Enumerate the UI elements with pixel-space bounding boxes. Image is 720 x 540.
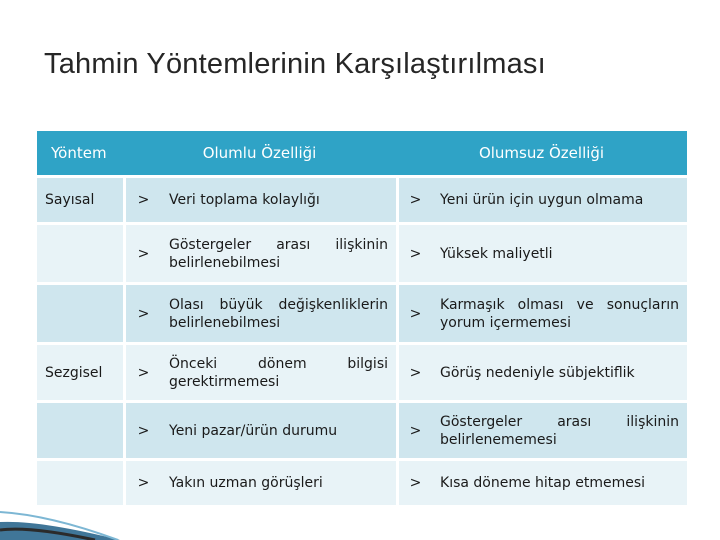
positive-cell: Olası büyük değişkenliklerin belirlenebilmesi bbox=[161, 285, 396, 342]
table-row bbox=[37, 345, 687, 400]
positive-cell: Yeni pazar/ürün durumu bbox=[161, 403, 396, 458]
table-row bbox=[37, 225, 687, 282]
negative-cell: Yeni ürün için uygun olmama bbox=[432, 178, 687, 222]
header-negative: Olumsuz Özelliği bbox=[396, 131, 687, 175]
table-row bbox=[37, 403, 687, 458]
positive-cell: Veri toplama kolaylığı bbox=[161, 178, 396, 222]
table-row bbox=[37, 461, 687, 505]
header-positive: Olumlu Özelliği bbox=[123, 131, 396, 175]
page-title: Tahmin Yöntemlerinin Karşılaştırılması bbox=[44, 48, 546, 80]
negative-cell: Görüş nedeniyle sübjektiflik bbox=[432, 345, 687, 400]
negative-cell: Yüksek maliyetli bbox=[432, 225, 687, 282]
positive-cell: Önceki dönem bilgisi gerektirmemesi bbox=[161, 345, 396, 400]
header-method: Yöntem bbox=[37, 131, 123, 175]
swoosh-dark bbox=[0, 522, 120, 540]
bullet-marker: > bbox=[396, 285, 432, 342]
table-header-row bbox=[37, 131, 687, 175]
decorative-corner-swoosh bbox=[0, 460, 120, 540]
bullet-marker: > bbox=[123, 178, 161, 222]
bullet-marker: > bbox=[123, 461, 161, 505]
method-cell: Sayısal bbox=[37, 178, 123, 222]
table-row bbox=[37, 178, 687, 222]
method-cell bbox=[37, 225, 123, 282]
method-cell bbox=[37, 285, 123, 342]
bullet-marker: > bbox=[123, 285, 161, 342]
bullet-marker: > bbox=[123, 225, 161, 282]
bullet-marker: > bbox=[123, 403, 161, 458]
bullet-marker: > bbox=[396, 225, 432, 282]
bullet-marker: > bbox=[396, 345, 432, 400]
negative-cell: Kısa döneme hitap etmemesi bbox=[432, 461, 687, 505]
bullet-marker: > bbox=[396, 403, 432, 458]
negative-cell: Göstergeler arası ilişkinin belirlenememesi bbox=[432, 403, 687, 458]
table-row bbox=[37, 285, 687, 342]
comparison-table bbox=[37, 128, 687, 508]
positive-cell: Yakın uzman görüşleri bbox=[161, 461, 396, 505]
method-cell: Sezgisel bbox=[37, 345, 123, 400]
negative-cell: Karmaşık olması ve sonuçların yorum içermemesi bbox=[432, 285, 687, 342]
bullet-marker: > bbox=[123, 345, 161, 400]
bullet-marker: > bbox=[396, 178, 432, 222]
method-cell bbox=[37, 403, 123, 458]
bullet-marker: > bbox=[396, 461, 432, 505]
positive-cell: Göstergeler arası ilişkinin belirlenebilmesi bbox=[161, 225, 396, 282]
